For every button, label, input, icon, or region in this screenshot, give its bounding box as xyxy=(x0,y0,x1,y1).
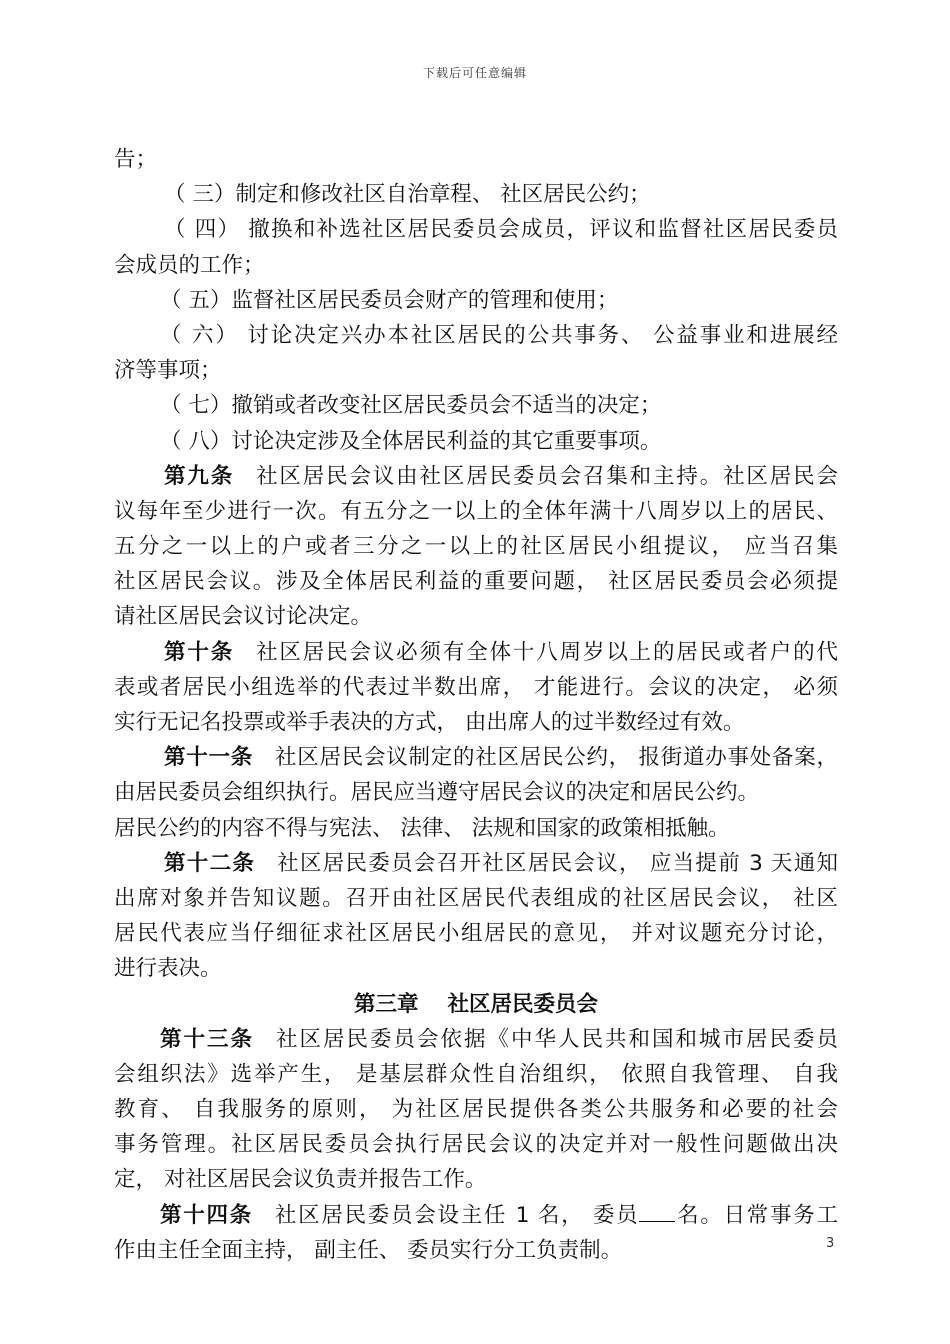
article-12-line: 居民代表应当仔细征求社区居民小组居民的意见， 并对议题充分讨论， xyxy=(114,921,838,947)
article-text: 名。日常事务工 xyxy=(675,1202,838,1228)
article-13-line: 事务管理。社区居民委员会执行居民会议的决定并对一般性问题做出决 xyxy=(114,1132,838,1158)
article-12-line xyxy=(114,846,838,881)
fill-in-blank xyxy=(639,1201,675,1222)
article-10-line: 表或者居民小组选举的代表过半数出席， 才能进行。会议的决定， 必须 xyxy=(114,674,838,700)
article-12-line: 出席对象并告知议题。召开由社区居民代表组成的社区居民会议， 社区 xyxy=(114,885,838,911)
article-9-line: 议每年至少进行一次。有五分之一以上的全体年满十八周岁以上的居民、 xyxy=(114,498,838,524)
article-text: 社区居民会议制定的社区居民公约， 报街道办事处备案， xyxy=(275,745,838,771)
page-number: 3 xyxy=(826,1236,835,1251)
article-9-line: 请社区居民会议讨论决定。 xyxy=(114,604,373,630)
article-10-line: 实行无记名投票或举手表决的方式， 由出席人的过半数经过有效。 xyxy=(114,710,745,735)
article-9-line: 五分之一以上的户或者三分之一以上的社区居民小组提议， 应当召集 xyxy=(114,534,838,560)
article-11-line: 居民公约的内容不得与宪法、 法律、 法规和国家的政策相抵触。 xyxy=(114,815,730,841)
list-item: （ 六） 讨论决定兴办本社区居民的公共事务、 公益事业和进展经 xyxy=(160,322,838,348)
article-title: 第十二条 xyxy=(164,850,256,876)
article-text: 社区居民委员会依据《中华人民共和国和城市居民委员 xyxy=(276,1026,838,1052)
page-header: 下载后可任意编辑 xyxy=(422,66,527,80)
list-item: （ 四） 撤换和补选社区居民委员会成员，评议和监督社区居民委员 xyxy=(164,217,838,243)
text-line: 告； xyxy=(114,147,158,172)
text-line: 济等事项； xyxy=(114,358,222,384)
article-title: 第十四条 xyxy=(160,1202,253,1228)
article-13-line: 会组织法》选举产生， 是基层群众性自治组织， 依照自我管理、 自我 xyxy=(114,1061,838,1087)
article-10-line xyxy=(114,635,838,670)
article-14-line xyxy=(114,1198,838,1233)
article-text: 社区居民会议由社区居民委员会召集和主持。社区居民会 xyxy=(256,463,838,489)
article-title: 第十一条 xyxy=(164,745,253,771)
article-title: 第十三条 xyxy=(160,1026,254,1052)
article-13-line xyxy=(114,1022,838,1057)
article-text: 社区居民委员会设主任 1 名， 委员 xyxy=(274,1202,640,1228)
article-11-line: 由居民委员会组织执行。居民应当遵守居民会议的决定和居民公约。 xyxy=(114,780,760,806)
article-text: 社区居民委员会召开社区居民会议， 应当提前 3 天通知 xyxy=(277,850,838,876)
list-item: （ 七）撤销或者改变社区居民委员会不适当的决定； xyxy=(160,393,662,419)
article-11-line xyxy=(114,740,838,775)
article-text: 社区居民会议必须有全体十八周岁以上的居民或者户的代 xyxy=(256,639,838,665)
list-item: （ 三）制定和修改社区自治章程、 社区居民公约； xyxy=(164,182,651,208)
article-9-line: 社区居民会议。涉及全体居民利益的重要问题， 社区居民委员会必须提 xyxy=(114,569,838,595)
article-13-line: 定， 对社区居民会议负责并报告工作。 xyxy=(114,1167,487,1193)
article-12-line: 进行表决。 xyxy=(114,956,222,982)
chapter-heading: 第三章 社区居民委员会 xyxy=(354,991,598,1017)
document-body xyxy=(114,142,838,1268)
article-13-line: 教育、 自我服务的原则， 为社区居民提供各类公共服务和必要的社会 xyxy=(114,1097,838,1123)
list-item: （ 八）讨论决定涉及全体居民利益的其它重要事项。 xyxy=(160,428,662,454)
text-line: 会成员的工作； xyxy=(114,252,265,278)
list-item: （ 五）监督社区居民委员会财产的管理和使用； xyxy=(160,287,619,313)
article-title: 第九条 xyxy=(164,463,235,489)
article-title: 第十条 xyxy=(164,639,235,665)
article-9-line xyxy=(114,459,838,494)
article-14-line: 作由主任全面主持， 副主任、 委员实行分工负责制。 xyxy=(114,1237,623,1263)
